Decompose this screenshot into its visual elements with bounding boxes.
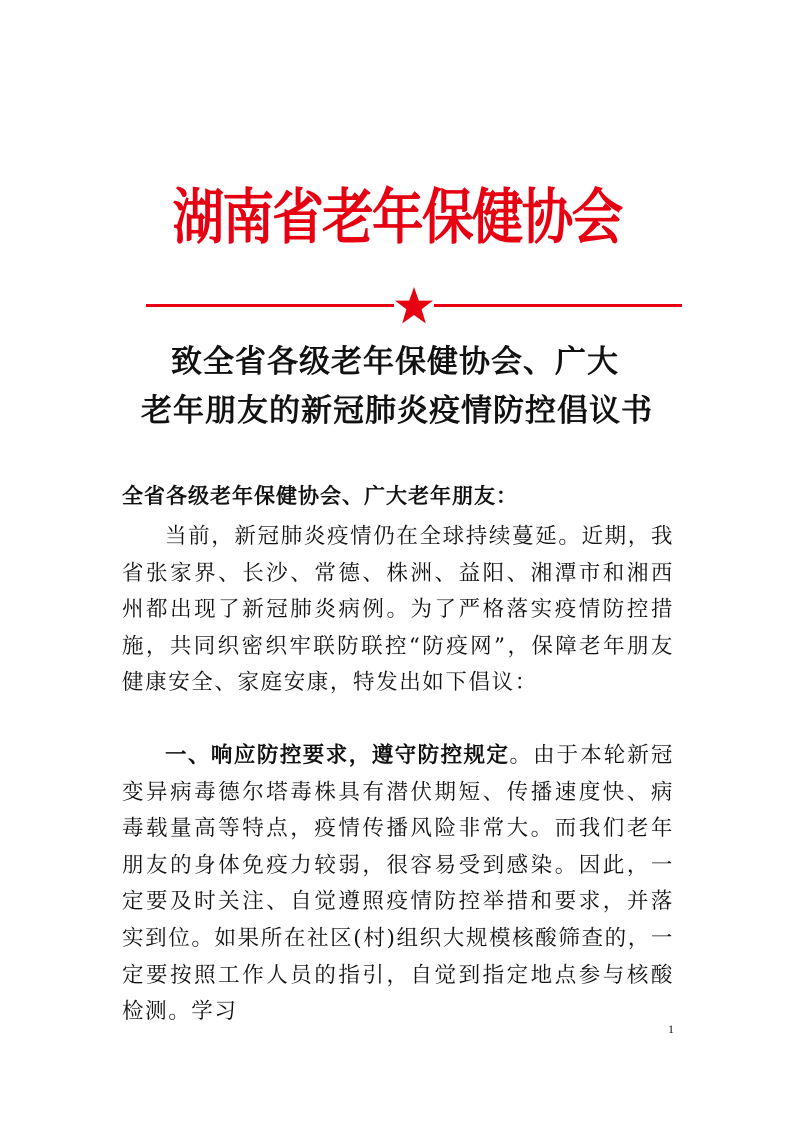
organization-name: 湖南省老年保健协会 <box>172 183 622 253</box>
salutation: 全省各级老年保健协会、广大老年朋友： <box>122 484 518 508</box>
red-divider <box>146 286 682 326</box>
divider-line-right <box>434 304 682 307</box>
section-1-text: 。由于本轮新冠变异病毒德尔塔毒株具有潜伏期短、传播速度快、病毒载量高等特点，疫情传播风险非常大。而我们老年朋友的身体免疫力较弱，很容易受到感染。因此，一定要及时关注、自觉遵照疫情防控举措和要求，并落实到位。如果所在社区(村)组织大规模核酸筛查的，一定要按照工作人员的指引，自觉到指定地点参与核酸检测。学习 <box>122 743 674 1025</box>
section-1-heading: 一、响应防控要求，遵守防控规定 <box>165 743 510 768</box>
paragraph-intro: 当前，新冠肺炎疫情仍在全球持续蔓延。近期，我省张家界、长沙、常德、株洲、益阳、湘潭市和湘西州都出现了新冠肺炎病例。为了严格落实疫情防控措施，共同织密织牢联防联控“防疫网”，保障老年朋友健康安全、家庭安康，特发出如下倡议： <box>122 524 674 696</box>
divider-line-left <box>146 304 394 307</box>
paragraph-section-1 <box>122 738 674 1031</box>
document-title-line-1: 致全省各级老年保健协会、广大 <box>171 344 619 380</box>
page-number: 1 <box>668 1022 674 1036</box>
star-icon <box>394 286 434 326</box>
document-title-line-2: 老年朋友的新冠肺炎疫情防控倡议书 <box>141 393 653 429</box>
